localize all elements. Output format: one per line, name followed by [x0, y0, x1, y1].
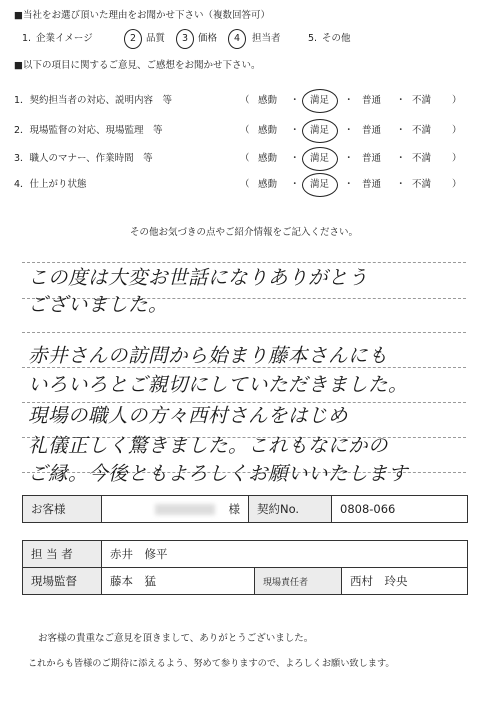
option-futsuu: 普通 — [362, 125, 382, 136]
reason-options — [22, 32, 462, 48]
paren-open: （ — [240, 153, 250, 164]
separator: ・ — [396, 95, 406, 106]
handwritten-line-3: 赤井さんの訪問から始まり藤本さんにも — [28, 344, 389, 367]
selection-circle — [302, 119, 338, 143]
option-manzoku: 満足 — [310, 125, 330, 136]
separator: ・ — [396, 125, 406, 136]
option-manzoku: 満足 — [310, 179, 330, 190]
reason-label-5: その他 — [322, 33, 351, 44]
eval-item-3: 3．職人のマナー、作業時間 等 — [14, 153, 153, 164]
rating-row-1 — [240, 94, 470, 110]
rep-label: 担 当 者 — [23, 541, 102, 568]
contract-label: 契約No. — [249, 496, 332, 523]
reason-label-4: 担当者 — [252, 33, 281, 44]
separator: ・ — [290, 153, 300, 164]
reason-num-4: 4 — [234, 33, 241, 44]
reason-num-3: 3 — [182, 33, 189, 44]
handwritten-line-6: 礼儀正しく驚きました。これもなにかの — [28, 434, 389, 457]
rep-name: 赤井 修平 — [102, 541, 468, 568]
comment-prompt: その他お気づきの点やご紹介情報をご記入ください。 — [129, 227, 358, 238]
option-futsuu: 普通 — [362, 153, 382, 164]
option-manzoku: 満足 — [310, 153, 330, 164]
staff-table — [22, 540, 468, 595]
separator: ・ — [290, 179, 300, 190]
option-fuman: 不満 — [412, 95, 432, 106]
handwritten-line-5: 現場の職人の方々西村さんをはじめ — [28, 404, 349, 427]
reason-num-2: 2 — [130, 33, 137, 44]
site-manager-label: 現場責任者 — [255, 568, 342, 595]
customer-label: お客様 — [23, 496, 102, 523]
option-fuman: 不満 — [412, 179, 432, 190]
option-kando: 感動 — [258, 179, 278, 190]
reason-num-5: 5. — [308, 33, 318, 44]
option-fuman: 不満 — [412, 153, 432, 164]
paren-close: ） — [452, 125, 462, 136]
customer-suffix: 様 — [228, 502, 240, 516]
footer-line-2: これからも皆様のご期待に添えるよう、努めて参りますので、よろしくお願い致します。 — [28, 658, 395, 669]
separator: ・ — [344, 95, 354, 106]
paren-open: （ — [240, 179, 250, 190]
eval-item-2: 2．現場監督の対応、現場監理 等 — [14, 125, 163, 136]
separator: ・ — [396, 179, 406, 190]
separator: ・ — [344, 153, 354, 164]
paren-close: ） — [452, 153, 462, 164]
option-kando: 感動 — [258, 95, 278, 106]
paren-open: （ — [240, 125, 250, 136]
handwritten-line-2: ございました。 — [28, 293, 169, 316]
supervisor-label: 現場監督 — [23, 568, 102, 595]
selection-circle — [302, 173, 338, 197]
rating-row-4 — [240, 178, 470, 194]
contract-no: 0808-066 — [332, 496, 468, 523]
option-kando: 感動 — [258, 153, 278, 164]
reason-label-1: 企業イメージ — [36, 33, 93, 44]
paren-open: （ — [240, 95, 250, 106]
rating-row-3 — [240, 152, 470, 168]
dashed-line — [22, 332, 466, 333]
supervisor-name: 藤本 猛 — [102, 568, 255, 595]
separator: ・ — [290, 125, 300, 136]
selection-circle — [228, 29, 246, 49]
selection-circle — [124, 29, 142, 49]
separator: ・ — [396, 153, 406, 164]
site-manager-name: 西村 玲央 — [342, 568, 468, 595]
option-manzoku: 満足 — [310, 95, 330, 106]
option-futsuu: 普通 — [362, 179, 382, 190]
eval-item-4: 4．仕上がり状態 — [14, 179, 87, 190]
eval-header: ■以下の項目に関するご意見、ご感想をお聞かせ下さい。 — [14, 60, 261, 71]
option-futsuu: 普通 — [362, 95, 382, 106]
selection-circle — [176, 29, 194, 49]
redacted-name — [155, 504, 215, 515]
rating-row-2 — [240, 124, 470, 140]
option-fuman: 不満 — [412, 125, 432, 136]
option-kando: 感動 — [258, 125, 278, 136]
reason-num-1: 1. — [22, 33, 32, 44]
customer-table — [22, 495, 468, 523]
eval-item-1: 1．契約担当者の対応、説明内容 等 — [14, 95, 173, 106]
reason-header: ■当社をお選び頂いた理由をお聞かせ下さい（複数回答可） — [14, 10, 270, 21]
paren-close: ） — [452, 95, 462, 106]
reason-label-3: 価格 — [198, 33, 218, 44]
paren-close: ） — [452, 179, 462, 190]
footer-line-1: お客様の貴重なご意見を頂きまして、ありがとうございました。 — [38, 633, 314, 644]
handwritten-line-7: ご縁。今後ともよろしくお願いいたします — [28, 462, 409, 485]
handwritten-line-4: いろいろとご親切にしていただきました。 — [28, 373, 409, 396]
separator: ・ — [344, 125, 354, 136]
selection-circle — [302, 89, 338, 113]
handwritten-line-1: この度は大変お世話になりありがとう — [28, 266, 369, 289]
separator: ・ — [290, 95, 300, 106]
customer-name-cell — [102, 496, 249, 523]
selection-circle — [302, 147, 338, 171]
reason-label-2: 品質 — [146, 33, 166, 44]
separator: ・ — [344, 179, 354, 190]
